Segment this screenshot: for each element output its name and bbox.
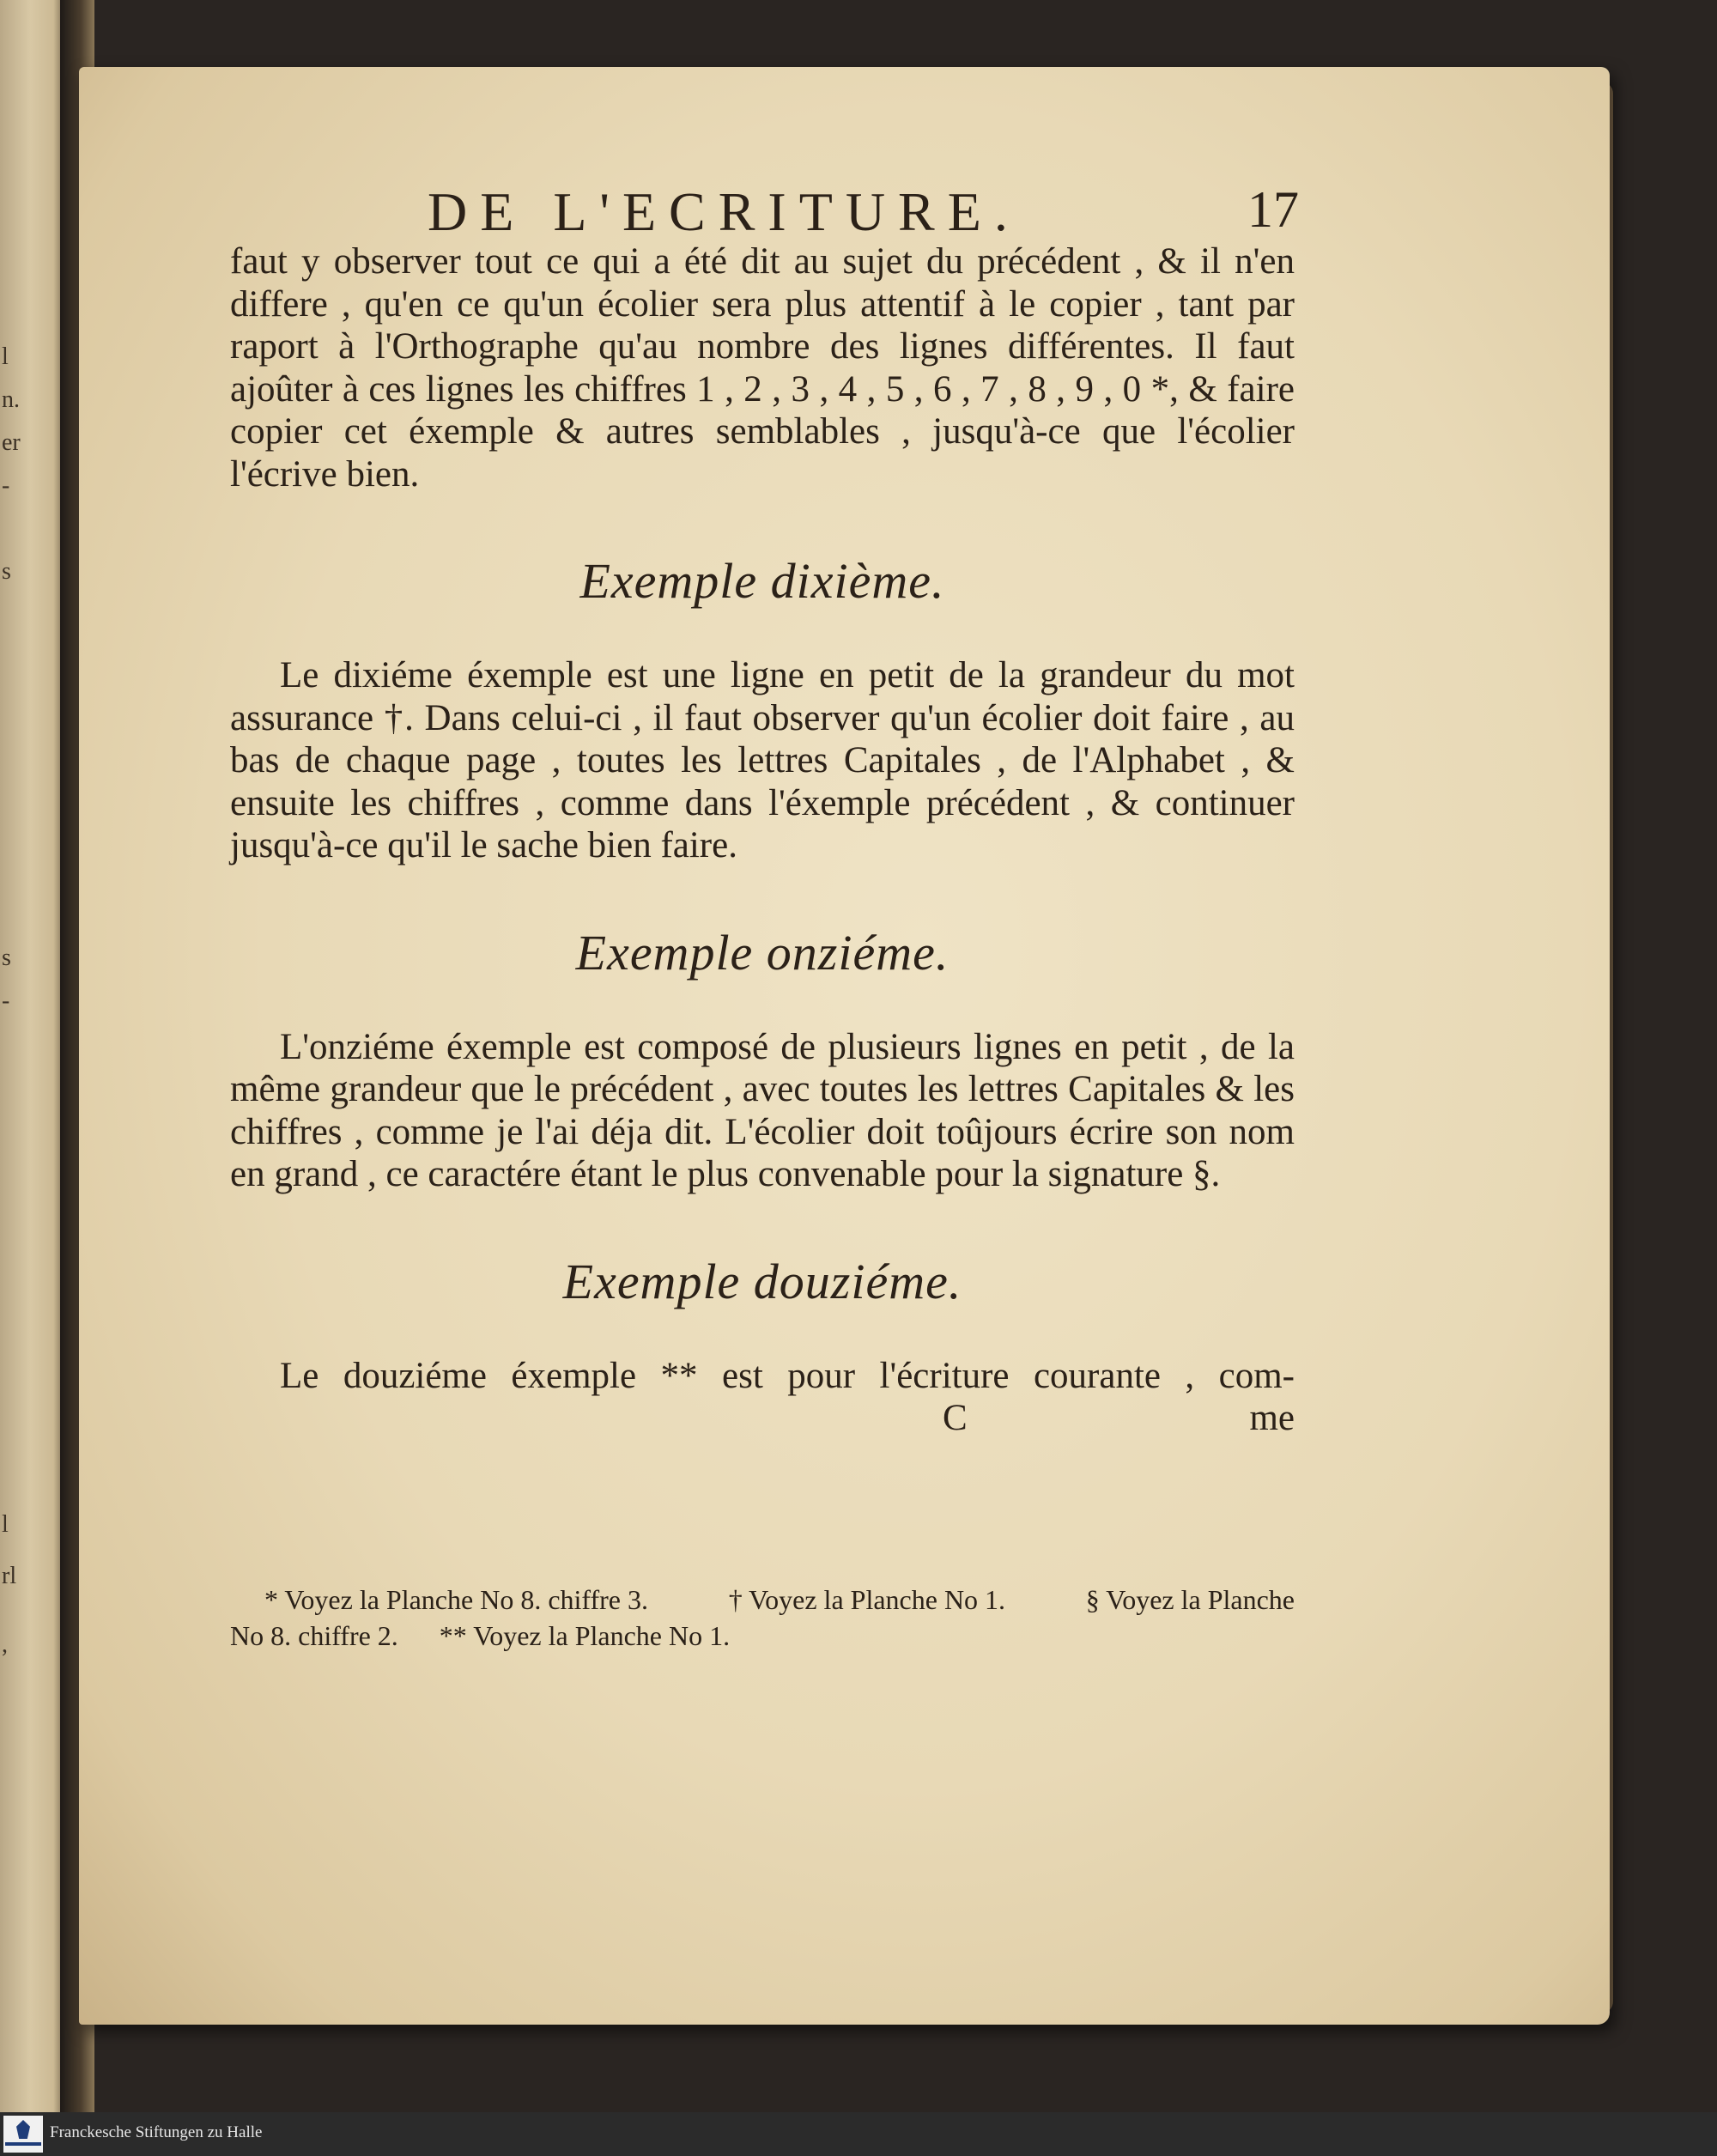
margin-mark: l [2, 343, 9, 370]
library-name: Franckesche Stiftungen zu Halle [50, 2123, 263, 2141]
margin-mark: n. [2, 386, 20, 413]
running-head: DE L'ECRITURE. [428, 181, 1021, 242]
footnote: ** Voyez la Planche No 1. [439, 1620, 731, 1651]
section-heading: Exemple dixième. [579, 553, 945, 609]
footnote: No 8. chiffre 2. [230, 1620, 398, 1651]
facing-page-marks [2, 215, 27, 1760]
footnote-row [230, 1618, 1295, 1654]
paragraph: Le dixiéme éxemple est une ligne en petit de la grandeur du mot assurance †. Dans celui-ci , il faut observer qu'un écolier doit faire , au bas de chaque page , toutes les lettres Capitales , de l'Alphabet , & ensuite les chiffres , comme dans l'éxemple précédent , & continuer jusqu'à-ce qu'il le sache bien faire. [230, 655, 1295, 865]
margin-mark: , [2, 1631, 8, 1658]
page-number: 17 [1247, 181, 1299, 238]
page-text [230, 180, 1299, 1442]
margin-mark: rl [2, 1563, 17, 1589]
catchword: me [1249, 1398, 1295, 1438]
margin-mark: l [2, 1511, 9, 1538]
section-heading: Exemple douziéme. [562, 1253, 962, 1309]
signature-mark: C [943, 1398, 968, 1438]
page-header [230, 180, 1299, 242]
margin-mark: er [2, 429, 21, 456]
margin-mark: - [2, 987, 10, 1014]
paragraph: faut y observer tout ce qui a été dit au sujet du précédent , & il n'en differe , qu'en ce qu'un écolier sera plus attentif à le copier , tant par raport à l'Orthographe qu'au nombre des lignes différentes. Il faut ajoûter à ces lignes les chiffres 1 , 2 , 3 , 4 , 5 , 6 , 7 , 8 , 9 , 0 *, & faire copier cet éxemple & autres semblables , jusqu'à-ce que l'écolier l'écrive bien. [230, 241, 1295, 495]
footnote: * Voyez la Planche No 8. chiffre 3. [264, 1584, 648, 1615]
footnotes [230, 1582, 1295, 1654]
section-heading: Exemple onziéme. [575, 924, 950, 981]
footnote: § Voyez la Planche [1085, 1584, 1295, 1615]
paragraph: Le douziéme éxemple ** est pour l'écriture courante , com- [280, 1355, 1295, 1396]
margin-mark: - [2, 472, 10, 499]
library-logo-icon [3, 2116, 43, 2153]
margin-mark: s [2, 558, 11, 585]
facing-page-edge [0, 0, 67, 2112]
library-footer-bar [0, 2112, 1717, 2156]
footnote: † Voyez la Planche No 1. [728, 1584, 1006, 1615]
margin-mark: s [2, 944, 11, 971]
paragraph: L'onziéme éxemple est composé de plusieurs lignes en petit , de la même grandeur que le précédent , avec toutes les lettres Capitales & les chiffres , comme je l'ai déja dit. L'écolier doit toûjours écrire son nom en grand , ce caractére étant le plus convenable pour la signature §. [230, 1026, 1295, 1194]
signature-line [230, 1397, 1295, 1442]
footnote-row [230, 1582, 1295, 1618]
